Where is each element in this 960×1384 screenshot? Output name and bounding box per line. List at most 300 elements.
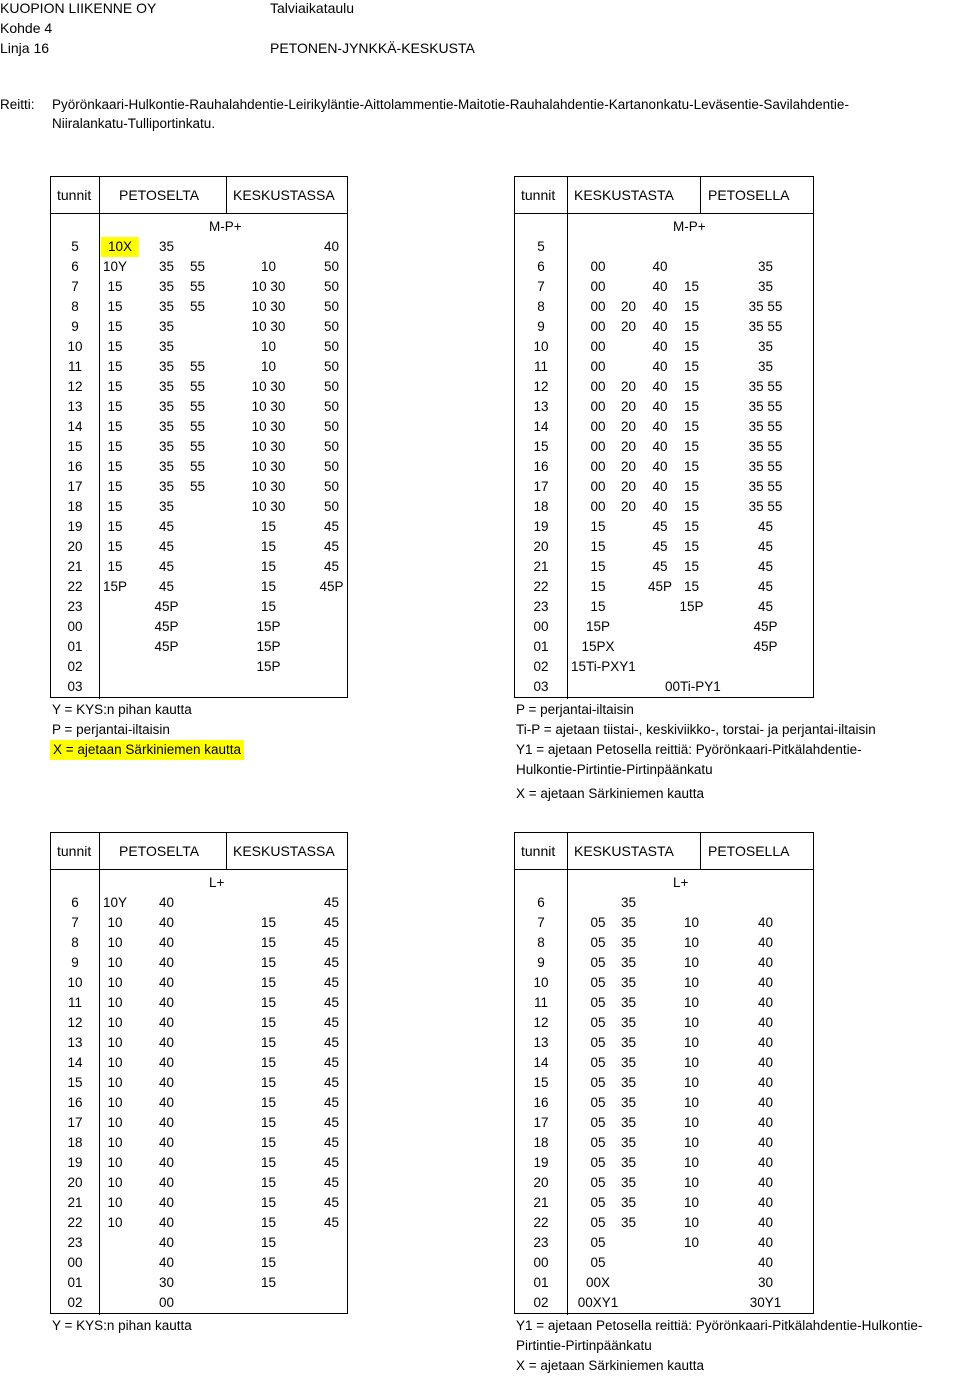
minute-cell: 05 (590, 1115, 606, 1130)
minute-cell: 15 (260, 1195, 277, 1210)
minute-cell: 40 (652, 359, 668, 374)
minute-cell: 45 (757, 539, 774, 554)
hour-cell: 18 (533, 499, 549, 514)
table-row (515, 1033, 813, 1053)
table-row (51, 617, 347, 637)
minute-cell: 15 (260, 915, 277, 930)
footnote: P = perjantai-iltaisin (516, 702, 634, 717)
minute-cell: 40 (158, 1095, 175, 1110)
minute-cell (236, 1293, 301, 1313)
table-row (515, 617, 813, 637)
minute-cell: 40 (757, 915, 774, 930)
route-name: PETONEN-JYNKKÄ-KESKUSTA (270, 40, 475, 56)
table-row (51, 337, 347, 357)
table-row (51, 477, 347, 497)
minute-cell: 50 (323, 359, 340, 374)
minute-cell (184, 1093, 211, 1113)
minute-cell: 15P (585, 619, 611, 634)
minute-cell: 05 (590, 1215, 606, 1230)
hour-cell: 20 (533, 539, 549, 554)
table-row (515, 437, 813, 457)
minute-cell (184, 1173, 211, 1193)
table-row (51, 577, 347, 597)
route-line-1: Pyörönkaari-Hulkontie-Rauhalahdentie-Leirikyläntie-Aittolammentie-Maitotie-Rauhalahdentie-Kartanonkatu-Leväsentie-Savilahdentie- (52, 97, 849, 112)
hour-cell: 23 (533, 1235, 549, 1250)
table-row (515, 537, 813, 557)
minute-cell: 00 (590, 339, 606, 354)
minute-cell: 35 55 (748, 479, 783, 494)
hour-cell: 11 (533, 359, 548, 374)
minute-cell: 40 (323, 239, 340, 254)
hour-cell: 11 (67, 995, 82, 1010)
minute-cell: 10 (683, 1175, 700, 1190)
minute-cell: 05 (590, 955, 606, 970)
minute-cell: 45 (323, 935, 340, 950)
minute-cell: 15 (260, 1135, 277, 1150)
minute-cell: 40 (158, 1075, 175, 1090)
hour-cell: 21 (67, 559, 83, 574)
minute-cell: 15 (260, 1275, 277, 1290)
minute-cell: 10 (107, 1095, 123, 1110)
minute-cell (236, 893, 301, 913)
minute-cell: 00 (590, 479, 606, 494)
minute-cell (184, 1233, 211, 1253)
minute-cell (720, 237, 811, 257)
minute-cell: 15 (260, 599, 277, 614)
table-row (51, 257, 347, 277)
table-row (51, 953, 347, 973)
table-row (51, 517, 347, 537)
minute-cell (665, 1293, 718, 1313)
minute-cell: 00 (590, 439, 606, 454)
minute-cell: 35 55 (748, 399, 783, 414)
footnote: Y1 = ajetaan Petosella reittiä: Pyörönkaari-Pitkälahdentie-Hulkontie- (516, 1318, 923, 1333)
minute-cell: 40 (757, 1235, 774, 1250)
minute-cell: 15 (683, 339, 700, 354)
table-row (51, 1193, 347, 1213)
minute-cell: 15 (260, 1155, 277, 1170)
table-row (515, 913, 813, 933)
hour-cell: 17 (533, 479, 549, 494)
table-row (51, 497, 347, 517)
footnote: Y1 = ajetaan Petosella reittiä: Pyörönkaari-Pitkälahdentie- (516, 742, 862, 757)
minute-cell: 00 (590, 459, 606, 474)
minute-cell: 40 (757, 1215, 774, 1230)
minute-cell (184, 637, 211, 657)
minute-cell: 00 (590, 359, 606, 374)
minute-cell (184, 913, 211, 933)
minute-cell (103, 1293, 127, 1313)
hour-cell: 8 (537, 299, 545, 314)
minute-cell (184, 1073, 211, 1093)
timetable-weekday-from-center (514, 176, 876, 808)
minute-cell (614, 657, 643, 677)
minute-cell: 10 30 (251, 299, 286, 314)
minute-cell: 15 (260, 1255, 277, 1270)
minute-cell: 35 (158, 379, 175, 394)
minute-cell: 40 (158, 895, 175, 910)
hour-cell: 5 (537, 239, 545, 254)
minute-cell: 05 (590, 915, 606, 930)
hour-cell: 14 (67, 1055, 83, 1070)
table-row (51, 1173, 347, 1193)
hour-cell: 19 (67, 519, 83, 534)
minute-cell: 45P (319, 579, 344, 594)
minute-cell: 30 (757, 1275, 774, 1290)
to-header: PETOSELLA (708, 843, 790, 859)
minute-cell: 15 (683, 579, 700, 594)
minute-cell: 15PX (581, 639, 615, 654)
minute-cell (614, 337, 643, 357)
minute-cell: 10 30 (251, 439, 286, 454)
from-header: PETOSELTA (119, 187, 200, 203)
table-row (515, 1113, 813, 1133)
minute-cell: 50 (323, 399, 340, 414)
minute-cell: 20 (620, 399, 637, 414)
minute-cell: 15 (107, 479, 123, 494)
minute-cell: 10 (683, 1075, 700, 1090)
hour-cell: 01 (533, 1275, 549, 1290)
minute-cell (184, 557, 211, 577)
hour-cell: 7 (537, 279, 545, 294)
minute-cell: 20 (620, 499, 637, 514)
hour-cell: 16 (533, 1095, 549, 1110)
minute-cell: 50 (323, 439, 340, 454)
minute-cell: 45 (158, 579, 175, 594)
minute-cell: 45P (154, 599, 179, 614)
minute-cell: 15 (683, 479, 700, 494)
minute-cell: 45 (323, 1035, 340, 1050)
hour-cell: 10 (533, 339, 549, 354)
minute-cell: 05 (590, 1095, 606, 1110)
table-row (515, 1273, 813, 1293)
minute-cell (614, 517, 643, 537)
minute-cell: 20 (620, 319, 637, 334)
table-row (515, 457, 813, 477)
hour-cell: 22 (67, 1215, 83, 1230)
minute-cell: 40 (652, 339, 668, 354)
minute-cell: 50 (323, 339, 340, 354)
minute-cell: 15 (260, 1015, 277, 1030)
minute-cell: 10Y (103, 259, 128, 274)
minute-cell: 15P (103, 579, 128, 594)
minute-cell: 15 (260, 1115, 277, 1130)
minute-cell: 15 (683, 439, 700, 454)
minute-cell (665, 257, 718, 277)
minute-cell: 50 (323, 259, 340, 274)
minute-cell: 10 (107, 1175, 123, 1190)
minute-cell: 10 (683, 1035, 700, 1050)
table-row (515, 1173, 813, 1193)
minute-cell: 15P (256, 639, 281, 654)
minute-cell: 50 (323, 379, 340, 394)
minute-cell: 35 55 (748, 459, 783, 474)
minute-cell (665, 1253, 718, 1273)
table-border (514, 832, 814, 1314)
minute-cell (184, 893, 211, 913)
hour-cell: 9 (71, 955, 79, 970)
minute-cell: 45 (323, 1055, 340, 1070)
minute-cell: 15 (107, 299, 123, 314)
minute-cell: 55 (189, 459, 206, 474)
table-row (51, 993, 347, 1013)
minute-cell: 35 (620, 935, 637, 950)
minute-cell: 10 30 (251, 419, 286, 434)
minute-cell: 40 (158, 1255, 175, 1270)
minute-cell: 10 (107, 1195, 123, 1210)
table-row (51, 1013, 347, 1033)
hour-cell: 8 (71, 935, 79, 950)
minute-cell: 10 (260, 259, 277, 274)
minute-cell: 35 55 (748, 379, 783, 394)
minute-cell (614, 357, 643, 377)
minute-cell: 40 (757, 1075, 774, 1090)
minute-cell: 35 55 (748, 319, 783, 334)
minute-cell: 05 (590, 1055, 606, 1070)
highlighted-departure: 10X (101, 237, 139, 257)
minute-cell: 15P (679, 599, 704, 614)
minute-cell (184, 1153, 211, 1173)
table-row (515, 397, 813, 417)
minute-cell: 40 (158, 1055, 175, 1070)
minute-cell: 45 (323, 1215, 340, 1230)
table-row (515, 1193, 813, 1213)
minute-cell: 45 (158, 539, 175, 554)
table-row (515, 1233, 813, 1253)
minute-cell: 15 (107, 319, 123, 334)
minute-cell (614, 1293, 643, 1313)
minute-cell: 35 (620, 1175, 637, 1190)
minute-cell: 10 (107, 1075, 123, 1090)
hour-cell: 01 (67, 1275, 83, 1290)
minute-cell: 40 (757, 1115, 774, 1130)
minute-cell: 15 (683, 499, 700, 514)
minute-cell: 45 (323, 519, 340, 534)
hour-cell: 6 (71, 259, 79, 274)
minute-cell: 15 (683, 519, 700, 534)
minute-cell: 40 (158, 1215, 175, 1230)
minute-cell: 45 (323, 975, 340, 990)
minute-cell: 15 (260, 1095, 277, 1110)
minute-cell: 10 (683, 1135, 700, 1150)
hour-cell: 6 (71, 895, 79, 910)
hours-header: tunnit (521, 843, 556, 859)
hour-cell: 13 (67, 1035, 83, 1050)
minute-cell: 10 30 (251, 459, 286, 474)
minute-cell: 10 30 (251, 379, 286, 394)
hour-cell: 15 (67, 1075, 83, 1090)
minute-cell: 00 (590, 379, 606, 394)
column-divider-header (700, 833, 701, 869)
hour-cell: 15 (533, 1075, 549, 1090)
table-row (515, 277, 813, 297)
minute-cell: 05 (590, 975, 606, 990)
minute-cell: 15 (590, 519, 606, 534)
minute-cell: 15 (683, 419, 700, 434)
hour-cell: 21 (67, 1195, 83, 1210)
minute-cell (184, 677, 211, 697)
table-row (515, 1293, 813, 1313)
days-label: M-P+ (673, 219, 706, 234)
minute-cell: 15 (260, 519, 277, 534)
minute-cell: 00XY1 (577, 1295, 619, 1310)
minute-cell (103, 1253, 127, 1273)
minute-cell: 45 (323, 955, 340, 970)
minute-cell (184, 1013, 211, 1033)
minute-cell (316, 637, 347, 657)
minute-cell: 20 (620, 439, 637, 454)
minute-cell: 45P (753, 639, 778, 654)
hour-cell: 12 (533, 1015, 549, 1030)
hour-cell: 22 (533, 579, 549, 594)
minute-cell: 35 (158, 259, 175, 274)
minute-cell (614, 1273, 643, 1293)
minute-cell: 40 (158, 995, 175, 1010)
table-border (50, 832, 348, 1314)
minute-cell (184, 497, 211, 517)
minute-cell: 40 (757, 1055, 774, 1070)
minute-cell: 40 (158, 955, 175, 970)
minute-cell (184, 1293, 211, 1313)
minute-cell: 15 (683, 539, 700, 554)
table-row (51, 1033, 347, 1053)
days-label: L+ (673, 875, 689, 890)
hour-cell: 02 (67, 1295, 83, 1310)
minute-cell: 35 (620, 895, 637, 910)
table-row (515, 1073, 813, 1093)
minute-cell: 10 30 (251, 499, 286, 514)
minute-cell: 35 (620, 995, 637, 1010)
minute-cell: 10 30 (251, 479, 286, 494)
table-row (51, 357, 347, 377)
hour-cell: 00 (67, 1255, 83, 1270)
minute-cell: 35 (158, 419, 175, 434)
minute-cell (184, 1033, 211, 1053)
table-row (515, 973, 813, 993)
table-row (51, 893, 347, 913)
hour-cell: 00 (67, 619, 83, 634)
minute-cell: 45 (158, 519, 175, 534)
minute-cell: 45P (647, 579, 673, 594)
minute-cell: 35 (757, 259, 774, 274)
table-row (51, 973, 347, 993)
minute-cell (614, 1233, 643, 1253)
minute-cell: 10 (683, 1215, 700, 1230)
minute-cell: 40 (652, 459, 668, 474)
minute-cell: 15 (683, 379, 700, 394)
minute-cell: 10 (683, 955, 700, 970)
minute-cell (614, 237, 643, 257)
minute-cell (665, 657, 718, 677)
minute-cell: 40 (757, 1255, 774, 1270)
minute-cell: 45 (323, 995, 340, 1010)
table-row (515, 933, 813, 953)
footnote: Pirtintie-Pirtinpäänkatu (516, 1338, 652, 1353)
minute-cell: 35 (620, 1215, 637, 1230)
minute-cell: 10 (107, 975, 123, 990)
table-row (515, 417, 813, 437)
minute-cell: 15 (260, 1055, 277, 1070)
minute-cell: 10 (683, 935, 700, 950)
minute-cell: 40 (757, 1015, 774, 1030)
minute-cell: 00 (158, 1295, 175, 1310)
table-row (51, 557, 347, 577)
minute-cell: 10 (260, 359, 277, 374)
table-row (515, 1133, 813, 1153)
hour-cell: 03 (533, 679, 549, 694)
hour-cell: 18 (67, 499, 83, 514)
minute-cell: 10 (107, 1155, 123, 1170)
table-row (51, 1133, 347, 1153)
hours-header: tunnit (521, 187, 556, 203)
minute-cell (236, 677, 301, 697)
minute-cell: 05 (590, 1015, 606, 1030)
hour-cell: 21 (533, 1195, 549, 1210)
table-row (515, 993, 813, 1013)
minute-cell: 40 (757, 975, 774, 990)
minute-cell (614, 637, 643, 657)
table-row (51, 1233, 347, 1253)
route-line-2: Niiralankatu-Tulliportinkatu. (52, 116, 216, 131)
minute-cell: 45P (753, 619, 778, 634)
minute-cell: 40 (757, 1155, 774, 1170)
minute-cell (316, 1253, 347, 1273)
minute-cell: 05 (590, 1155, 606, 1170)
hour-cell: 20 (67, 539, 83, 554)
minute-cell: 10 30 (251, 399, 286, 414)
table-row (515, 557, 813, 577)
minute-cell: 40 (652, 439, 668, 454)
minute-cell: 40 (158, 1155, 175, 1170)
minute-cell: 35 (158, 319, 175, 334)
minute-cell: 35 (620, 1055, 637, 1070)
table-row (51, 457, 347, 477)
minute-cell: 15 (683, 399, 700, 414)
minute-cell (184, 993, 211, 1013)
table-row (515, 237, 813, 257)
hour-cell: 13 (67, 399, 83, 414)
table-row (51, 1273, 347, 1293)
footnote: X = ajetaan Särkiniemen kautta (516, 1358, 704, 1373)
hour-cell: 22 (67, 579, 83, 594)
minute-cell: 35 (158, 279, 175, 294)
from-header: KESKUSTASTA (574, 843, 674, 859)
minute-cell: 15 (260, 955, 277, 970)
minute-cell: 10 (683, 1015, 700, 1030)
minute-cell: 10 (683, 1055, 700, 1070)
hour-cell: 19 (533, 1155, 549, 1170)
minute-cell: 15 (260, 935, 277, 950)
minute-cell: 05 (590, 1175, 606, 1190)
minute-cell: 35 (158, 459, 175, 474)
minute-cell: 35 (158, 359, 175, 374)
footnote: P = perjantai-iltaisin (52, 722, 170, 737)
minute-cell: 10 (107, 1055, 123, 1070)
hour-cell: 9 (537, 319, 545, 334)
hour-cell: 01 (67, 639, 83, 654)
footnote: X = ajetaan Särkiniemen kautta (516, 786, 704, 801)
minute-cell: 05 (590, 1195, 606, 1210)
minute-cell: 15 (683, 319, 700, 334)
minute-cell: 05 (590, 1255, 606, 1270)
hour-cell: 7 (537, 915, 545, 930)
minute-cell: 50 (323, 319, 340, 334)
hour-cell: 23 (67, 1235, 83, 1250)
minute-cell: 45 (757, 559, 774, 574)
table-row (515, 297, 813, 317)
minute-cell: 55 (189, 399, 206, 414)
minute-cell: 40 (158, 1115, 175, 1130)
